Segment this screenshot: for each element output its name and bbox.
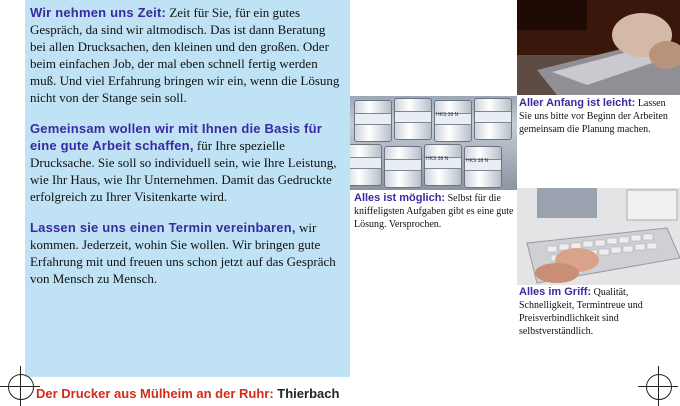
caption-griff-heading: Alles im Griff: [519, 286, 592, 298]
caption-moeglich-body: Selbst für die kniffeligsten Aufgaben gibt es eine gute Lösung. Versprochen. [354, 193, 514, 230]
section-zeit-body: Zeit für Sie, für ein gutes Gespräch, da sind wir altmodisch. Das ist dann Beratung bei allen Drucksachen, den kleinen und den großen. Oder beim einfachen Job, der mal eben schnell fertig werden muß. Und viel Erfahrung bringen wir ein, wenn die Lösung nicht von der Stange sein soll. [30, 5, 340, 105]
section-zeit [30, 4, 342, 106]
section-termin-body: wir kommen. Jederzeit, wohin Sie wollen. Wir bringen gute Erfahrung mit und freuen uns schon jetzt auf das Gespräch von Mensch zu Mensch. [30, 220, 336, 286]
paint-cans-photo [350, 96, 517, 190]
footer [36, 386, 339, 401]
can-label: HKS 38 N [436, 112, 459, 118]
paint-can [354, 100, 392, 142]
paint-can [434, 100, 472, 142]
caption-moeglich [354, 192, 516, 231]
paint-can [424, 144, 462, 186]
laptop-photo-art [517, 0, 680, 95]
can-label: HKS 38 N [466, 158, 489, 164]
caption-anfang-heading: Aller Anfang ist leicht: [519, 97, 636, 109]
paint-can [384, 146, 422, 188]
section-zeit-heading: Wir nehmen uns Zeit: [30, 5, 167, 20]
main-text [30, 4, 342, 301]
section-termin-heading: Lassen sie uns einen Termin vereinbaren, [30, 220, 296, 235]
section-basis-body: für Ihre spezielle Drucksache. Sie soll so individuell sein, wie Ihre Leistung, wie Ihr Haus, wie Ihr Unternehmen. Damit das Gedruckte erfolgreich zu Ihrer Visitenkarte wird. [30, 138, 337, 204]
section-basis [30, 120, 342, 205]
paint-can [464, 146, 502, 188]
caption-moeglich-heading: Alles ist möglich: [354, 192, 446, 204]
keyboard-photo-art [517, 188, 680, 285]
caption-griff-body: Qualität, Schnelligkeit, Termintreue und Preisverbindlichkeit sind selbstverständlich. [519, 287, 643, 337]
paint-can [350, 144, 382, 186]
section-basis-heading: Gemeinsam wollen wir mit Ihnen die Basis für eine gute Arbeit schaffen, [30, 121, 322, 153]
paint-can [394, 98, 432, 140]
crop-mark-left-icon [0, 366, 40, 406]
crop-mark-right-icon [638, 366, 678, 406]
keyboard-photo [517, 188, 680, 285]
caption-anfang-body: Lassen Sie uns bitte vor Beginn der Arbeiten gemeinsam die Planung machen. [519, 98, 668, 135]
caption-anfang [519, 97, 679, 136]
paint-can [474, 98, 512, 140]
laptop-photo [517, 0, 680, 95]
footer-tagline: Der Drucker aus Mülheim an der Ruhr: [36, 386, 274, 401]
footer-company-name: Thierbach [277, 386, 340, 401]
can-label: HKS 38 N [426, 156, 449, 162]
section-termin [30, 219, 342, 287]
caption-griff [519, 286, 679, 338]
